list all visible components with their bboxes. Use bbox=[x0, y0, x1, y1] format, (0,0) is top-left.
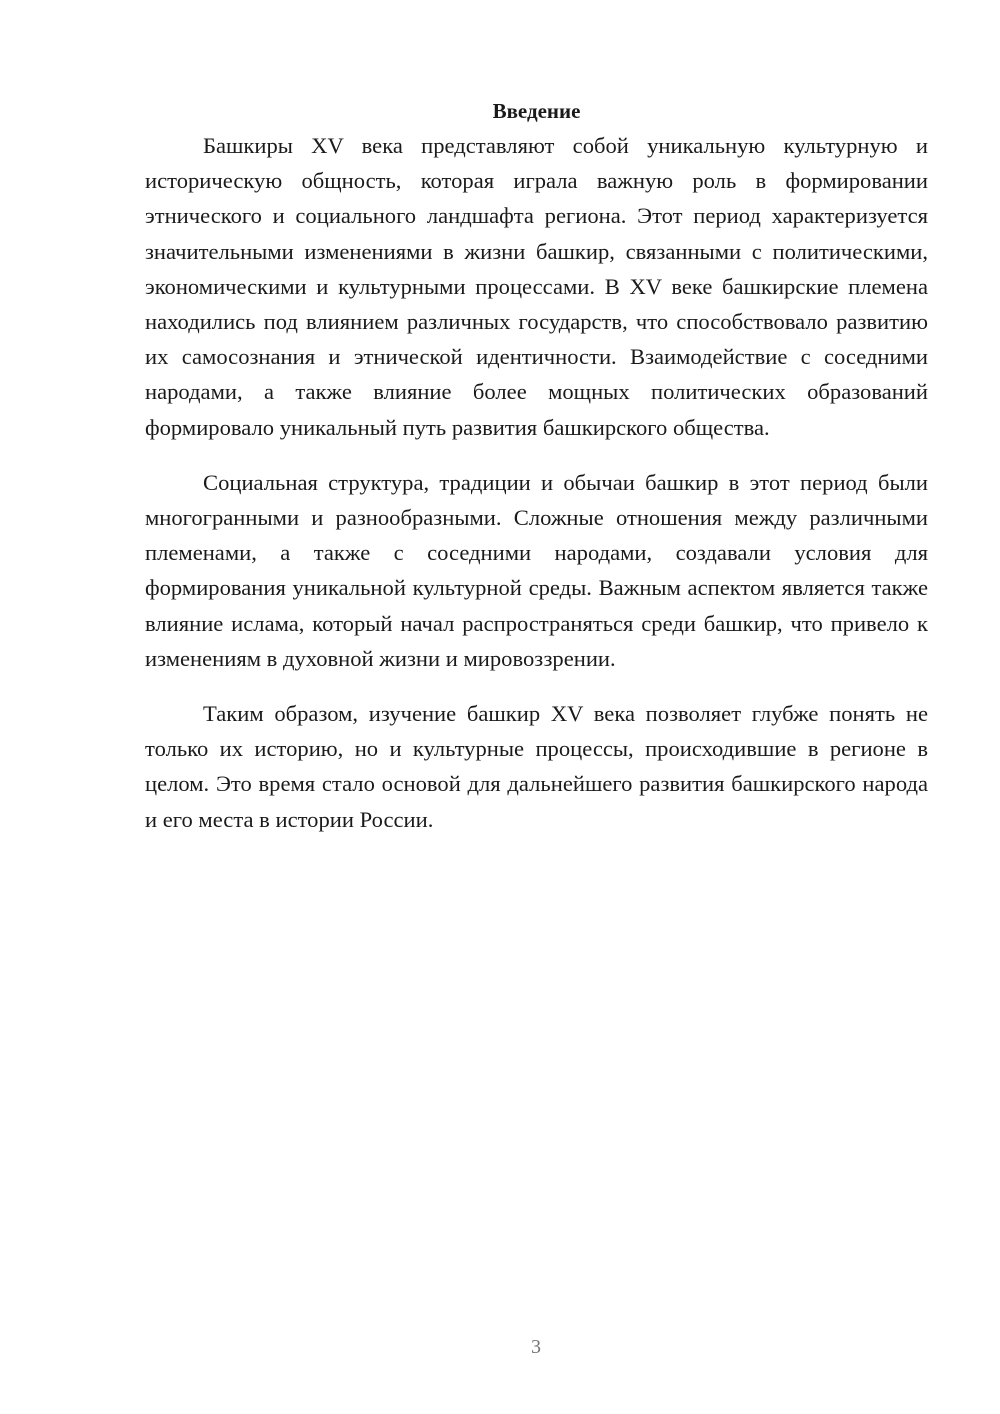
section-title: Введение bbox=[492, 99, 581, 123]
paragraph-2: Социальная структура, традиции и обычаи башкир в этот период были многогранными и разнообразными. Сложные отношения между различными племенами, а также с соседними народами, создавали условия для формирования уникальной культурной среды. Важным аспектом является также влияние ислама, который начал распространяться среди башкир, что привело к изменениям в духовной жизни и мировоззрении. bbox=[145, 469, 928, 671]
paragraph-3: Таким образом, изучение башкир XV века позволяет глубже понять не только их историю, но и культурные процессы, происходившие в регионе в целом. Это время стало основой для дальнейшего развития башкирского народа и его места в истории России. bbox=[145, 701, 928, 832]
paragraph-1: Башкиры XV века представляют собой уникальную культурную и историческую общность, которая играла важную роль в формировании этнического и социального ландшафта региона. Этот период характеризуется значительными изменениями в жизни башкир, связанными с политическими, экономическими и культурными процессами. В XV веке башкирские племена находились под влиянием различных государств, что способствовало развитию их самосознания и этнической идентичности. Взаимодействие с соседними народами, а также влияние более мощных политических образований формировало уникальный путь развития башкирского общества. bbox=[145, 133, 928, 440]
page-number: 3 bbox=[531, 1336, 541, 1358]
page-content bbox=[145, 96, 928, 837]
